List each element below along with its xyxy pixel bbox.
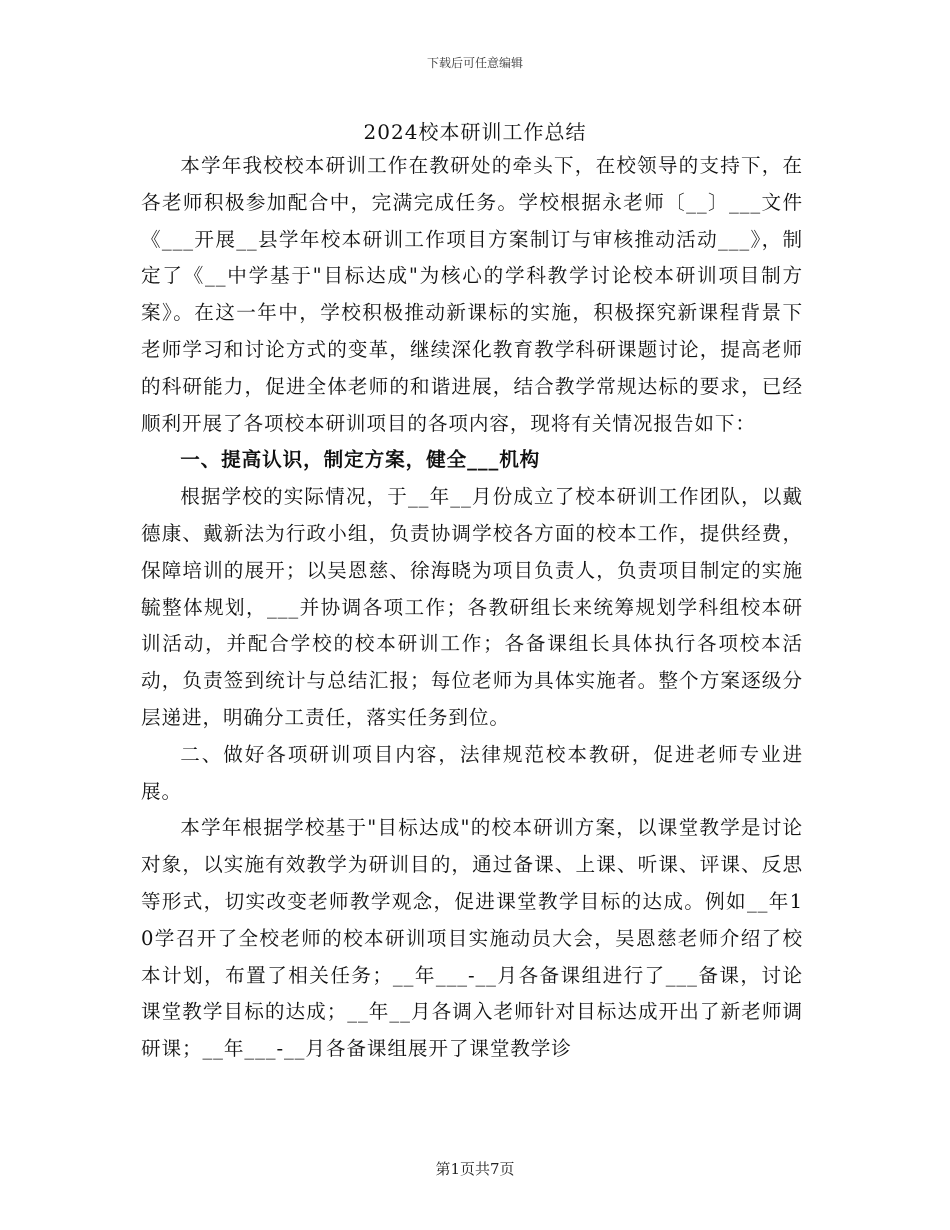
page-number: 第1页共7页 bbox=[435, 1160, 515, 1178]
document-body bbox=[141, 148, 803, 1068]
intro-paragraph: 本学年我校校本研训工作在教研处的牵头下，在校领导的支持下，在各老师积极参加配合中，完满完成任务。学校根据永老师〔__〕___文件《___开展__县学年校本研训工作项目方案制订与审核推动活动___》，制定了《__中学基于"目标达成"为核心的学科教学讨论校本研训项目制方案》。在这一年中，学校积极推动新课标的实施，积极探究新课程背景下老师学习和讨论方式的变革，继续深化教育教学科研课题讨论，提高老师的科研能力，促进全体老师的和谐进展，结合教学常规达标的要求，已经顺利开展了各项校本研训项目的各项内容，现将有关情况报告如下： bbox=[141, 154, 803, 435]
section-1-paragraph: 根据学校的实际情况，于__年__月份成立了校本研训工作团队，以戴德康、戴新法为行政小组，负责协调学校各方面的校本工作，提供经费，保障培训的展开；以吴恩慈、徐海晓为项目负责人，负责项目制定的实施毓整体规划，___并协调各项工作；各教研组长来统筹规划学科组校本研训活动，并配合学校的校本研训工作；各备课组长具体执行各项校本活动，负责签到统计与总结汇报；每位老师为具体实施者。整个方案逐级分层递进，明确分工责任，落实任务到位。 bbox=[141, 485, 803, 729]
document-title: 2024校本研训工作总结 bbox=[363, 120, 587, 144]
page-header-note: 下载后可任意编辑 bbox=[426, 56, 523, 70]
section-heading-2: 二、做好各项研训项目内容，法律规范校本教研，促进老师专业进展。 bbox=[141, 742, 803, 803]
section-2-paragraph: 本学年根据学校基于"目标达成"的校本研训方案，以课堂教学是讨论对象，以实施有效教学为研训目的，通过备课、上课、听课、评课、反思等形式，切实改变老师教学观念，促进课堂教学目标的达成。例如__年10学召开了全校老师的校本研训项目实施动员大会，吴恩慈老师介绍了校本计划，布置了相关任务；__年___-__月各备课组进行了___备课，讨论课堂教学目标的达成；__年__月各调入老师针对目标达成开出了新老师调研课；__年___-__月各备课组展开了课堂教学诊 bbox=[141, 816, 803, 1061]
section-heading-1: 一、提高认识，制定方案，健全___机构 bbox=[180, 448, 541, 472]
